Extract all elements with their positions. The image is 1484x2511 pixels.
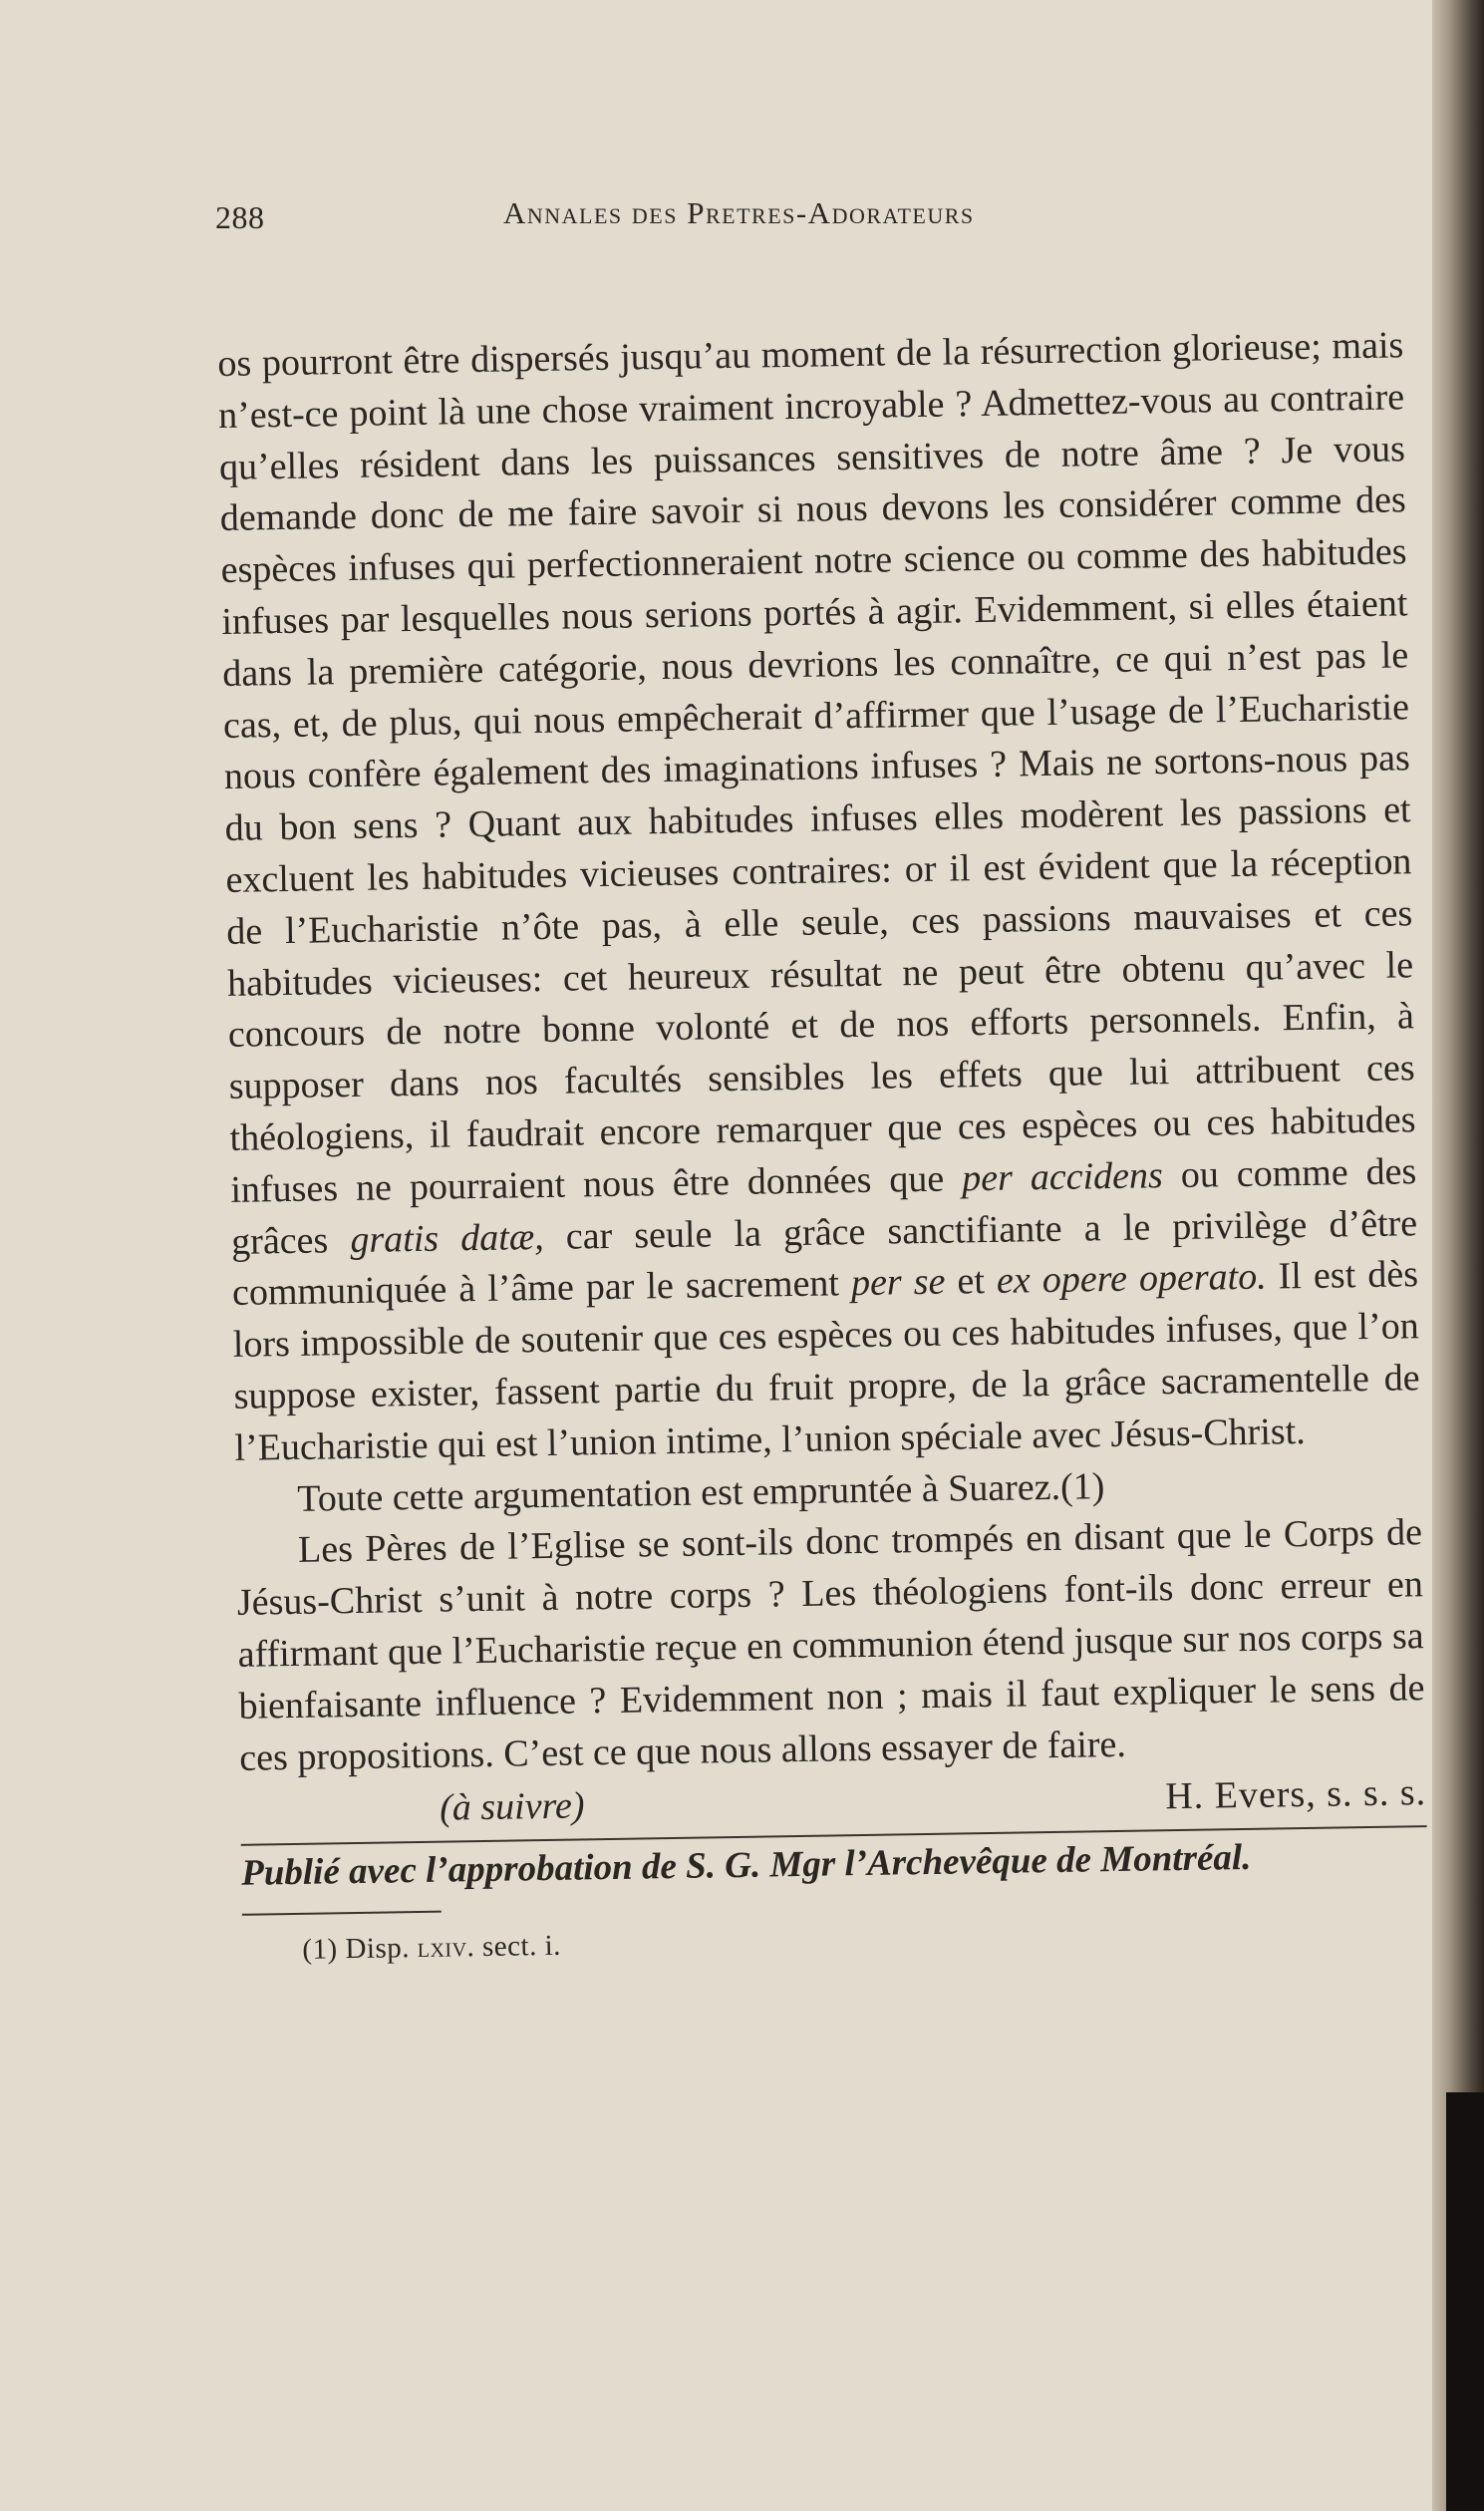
italic-gratis-datae: gratis datæ,	[350, 1215, 544, 1261]
paragraph-1-text-d: et	[957, 1260, 986, 1303]
paragraph-1-text-b: ou comme des grâces	[230, 1149, 1417, 1263]
footnote-text-b: lxiv.	[417, 1931, 475, 1965]
footnote	[302, 1907, 1429, 1977]
approbation-notice: Publié avec l’approbation de S. G. Mgr l’Archevêque de Montréal.	[240, 1837, 1252, 1895]
to-be-continued: (à suivre)	[439, 1784, 585, 1829]
footnote-marker: (1)	[302, 1933, 338, 1966]
paragraph-3: Les Pères de l’Eglise se sont-ils donc trompés en disant que le Corps de Jésus-Christ s’unit à notre corps ? Les théologiens font-ils donc erreur en affirmant que l’Eucharistie reçue en communion étend jusque sur nos corps sa bienfaisante influence ? Evidemment non ; mais il faut expliquer le sens de ces propositions. C’est ce que nous allons essayer de faire.	[236, 1511, 1425, 1779]
running-title: Annales des Pretres-Adorateurs	[503, 195, 975, 230]
paragraph-1	[217, 320, 1421, 1474]
page-number: 288	[215, 199, 265, 235]
paragraph-2: Toute cette argumentation est empruntée à Suarez.(1)	[296, 1464, 1105, 1520]
footnote-rule	[242, 1911, 442, 1916]
footnote-text-a: Disp.	[345, 1932, 411, 1966]
paragraph-1-text: os pourront être dispersés jusqu’au moment de la résurrection glorieuse; mais n’est-ce point là une chose vraiment incroyable ? Admettez-vous au contraire qu’elles résident dans les puissances sensitives de notre âme ? Je vous demande donc de me faire savoir si nous devons les considérer comme des espèces infuses qui perfectionneraient notre science ou comme des habitudes infuses par lesquelles nous serions portés à agir. Evidemment, si elles étaient dans la première catégorie, nous devrions les connaître, ce qui n’est pas le cas, et, de plus, qui nous empêcherait d’affirmer que l’usage de l’Eucharistie nous confère également des imaginations infuses ? Mais ne sortons-nous pas du bon sens ? Quant aux habitudes infuses elles modèrent les passions et excluent les habitudes vicieuses contraires: or il est évident que la réception de l’Eucharistie n’ôte pas, à elle seule, ces passions mauvaises et ces habitudes vicieuses: cet heureux résultat ne peut être obtenu qu’avec le concours de notre bonne volonté et de nos efforts personnels. Enfin, à supposer dans nos facultés sensibles les effets que lui attribuent ces théologiens, il faudrait encore remarquer que ces espèces ou ces habitudes infuses ne pourraient nous être données que	[217, 324, 1416, 1211]
book-edge-dark	[1446, 2092, 1484, 2511]
author-name: H. Evers, s. s. s.	[1164, 1771, 1427, 1818]
footnote-text-c: sect. i.	[481, 1929, 562, 1964]
paragraph-1-text-c: car seule la grâce sanctifiante a le privilège d’être communiquée à l’âme par le sacrement	[231, 1201, 1418, 1315]
body-text	[217, 320, 1429, 1977]
italic-ex-opere-operato: ex opere operato.	[996, 1255, 1267, 1303]
paragraph-1-text-e: Il est dès lors impossible de soutenir que ces espèces ou ces habitudes infuses, que l’on suppose exister, fassent partie du fruit propre, de la grâce sacramentelle de l’Eucharistie qui est l’union intime, l’union spéciale avec Jésus-Christ.	[232, 1253, 1420, 1469]
italic-per-accidens: per accidens	[961, 1153, 1164, 1200]
italic-per-se: per se	[850, 1260, 946, 1305]
